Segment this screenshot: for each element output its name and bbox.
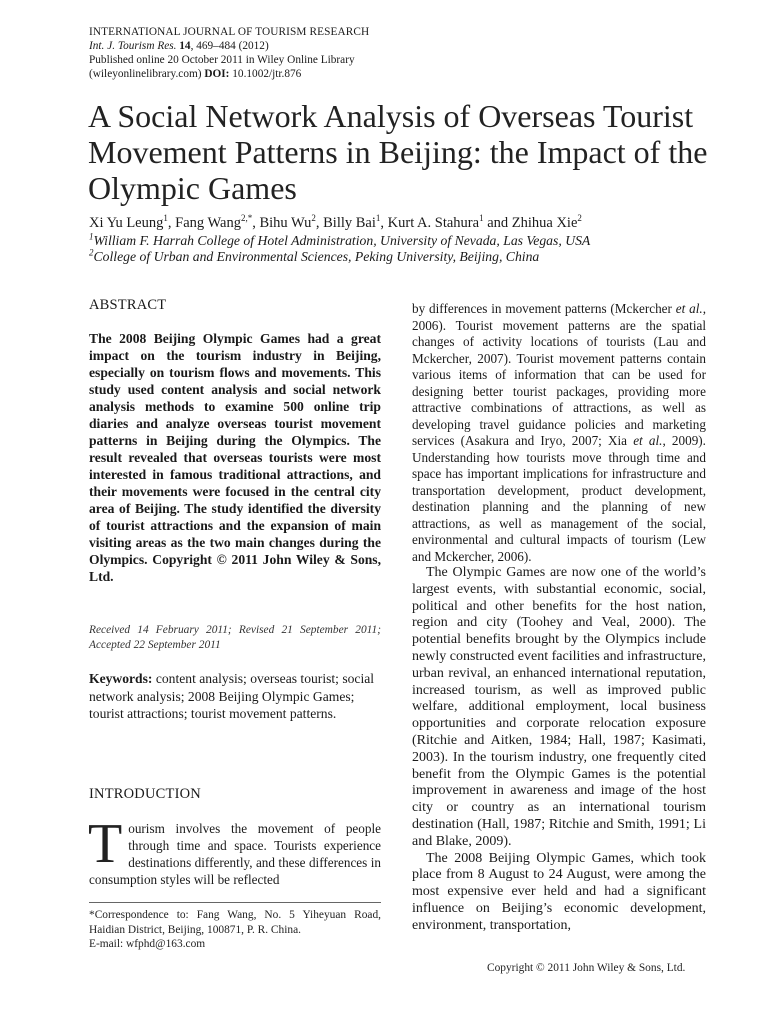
affiliation-text: College of Urban and Environmental Sciences, Peking University, Beijing, China: [93, 249, 540, 264]
journal-header: [89, 25, 369, 81]
introduction-heading: INTRODUCTION: [89, 786, 201, 802]
author-sup: 2: [577, 213, 582, 224]
text-run-italic: et al.: [675, 301, 703, 316]
page-copyright: Copyright © 2011 John Wiley & Sons, Ltd.: [487, 962, 686, 974]
body-paragraph-2: The Olympic Games are now one of the world’s largest events, with substantial economic, social, political and other benefits for the host nation, region and city (Toohey and Veal, 2000). The potential benefits brought by the Olympics include newly constructed event facilities and infrastructure, urban revival, an enhanced international reputation, increased tourism, as well as improved public welfare, additional employment, local business opportunities and corporate relocation exposure (Ritchie and Aitken, 1984; Hall, 1987; Kasimati, 2003). In the tourism industry, one frequently cited benefit from the Olympic Games is the potential improvement in awareness and image of the host city or country as an international tourism destination (Hall, 1987; Ritchie and Smith, 1991; Li and Blake, 2009).: [412, 565, 706, 849]
keywords-label: Keywords:: [89, 671, 153, 686]
library-url[interactable]: (wileyonlinelibrary.com): [89, 68, 202, 80]
author-name: Xi Yu Leung: [89, 215, 164, 231]
doi-label: DOI:: [204, 68, 230, 80]
author-name: Fang Wang: [175, 215, 241, 231]
author-sup: 1: [479, 213, 484, 224]
right-column: [412, 301, 706, 935]
abstract-heading: ABSTRACT: [89, 297, 167, 313]
citation-pages: , 469–484 (2012): [190, 40, 269, 52]
author-sup: 2: [311, 213, 316, 224]
affiliation-sup: 1: [89, 231, 94, 242]
introduction-text: ourism involves the movement of people through time and space. Tourists experience destinations differently, and these differences in consumption styles will be reflected: [89, 821, 381, 887]
text-run: by differences in movement patterns (Mckercher: [412, 301, 676, 316]
author-name: Bihu Wu: [259, 215, 312, 231]
text-run: , 2006). Tourist movement patterns are the spatial changes of activity locations of tourists (Lau and Mckercher, 2007). Tourist movement patterns contain various items of information that can be used for designing better tourist packages, providing more attractive combinations of attractions, as well as developing travel guidance policies and marketing services (Asakura and Iryo, 2007; Xia: [412, 301, 706, 448]
drop-cap: T: [88, 813, 123, 875]
received-dates: Received 14 February 2011; Revised 21 September 2011; Accepted 22 September 2011: [89, 624, 381, 651]
footnote-address: *Correspondence to: Fang Wang, No. 5 Yiheyuan Road, Haidian District, Beijing, 100871, P. R. China.: [89, 909, 381, 936]
body-paragraph-3: The 2008 Beijing Olympic Games, which took place from 8 August to 24 August, were among the most expensive ever held and had a significant influence on Beijing’s economic development, environment, transportation,: [412, 850, 706, 933]
introduction-paragraph: [88, 813, 381, 888]
author-name: Kurt A. Stahura: [387, 215, 480, 231]
citation-journal-abbr: Int. J. Tourism Res.: [89, 40, 177, 52]
keywords-text: content analysis; overseas tourist; social network analysis; 2008 Beijing Olympic Games; tourist attractions; tourist movement patterns.: [89, 671, 375, 721]
footnote-divider: [89, 902, 381, 903]
author-sup: 1: [375, 213, 381, 224]
text-run: , 2009). Understanding how tourists move through time and space has important implications for infrastructure and transportation development, product development, destination planning and the planning of new attractions, as well as management of the social, environmental and cultural impacts of tourism (Lew and Mckercher, 2006).: [412, 433, 706, 564]
citation-volume: 14: [179, 40, 191, 52]
correspondence-footnote: [89, 908, 381, 952]
publication-line: Published online 20 October 2011 in Wiley Online Library: [89, 54, 355, 66]
keywords: [89, 670, 381, 723]
paper-title: A Social Network Analysis of Overseas Tourist Movement Patterns in Beijing: the Impact of the Olympic Games: [88, 98, 708, 206]
author-sup: 2,*: [240, 213, 253, 224]
doi-value[interactable]: 10.1002/jtr.876: [232, 68, 302, 80]
affiliation-2: [89, 249, 539, 265]
author-name: Billy Bai: [323, 215, 376, 231]
affiliation-sup: 2: [89, 247, 94, 258]
author-sup: 1: [163, 213, 168, 224]
footnote-email[interactable]: E-mail: wfphd@163.com: [89, 938, 206, 950]
abstract-body: The 2008 Beijing Olympic Games had a great impact on the tourism industry in Beijing, especially on tourism flows and movements. This study used content analysis and social network analysis methods to examine 500 online trip diaries and analyze overseas tourist movement patterns in Beijing during the Olympics. The result revealed that overseas tourists were most interested in famous traditional attractions, and their movements were focused in the central city area of Beijing. The study identified the diversity of tourist attractions and the expansion of main visiting areas as the two main changes during the Olympics. Copyright © 2011 John Wiley & Sons, Ltd.: [89, 331, 381, 584]
body-paragraph-1: [412, 301, 706, 565]
affiliation-1: [89, 233, 590, 249]
text-run-italic: et al.: [633, 433, 663, 448]
journal-name: INTERNATIONAL JOURNAL OF TOURISM RESEARCH: [89, 26, 370, 38]
author-name: Zhihua Xie: [511, 215, 578, 231]
affiliation-text: William F. Harrah College of Hotel Administration, University of Nevada, Las Vegas, USA: [93, 233, 591, 248]
doi-line: [89, 67, 369, 81]
author-list: Xi Yu Leung$^1$, Fang Wang$^{2,*}$, Bihu Wu$^2$, Billy Bai$^1$, Kurt A. Stahura$^1$ and Zhihua Xie$^2$: [89, 213, 582, 231]
citation-line: [89, 39, 369, 53]
